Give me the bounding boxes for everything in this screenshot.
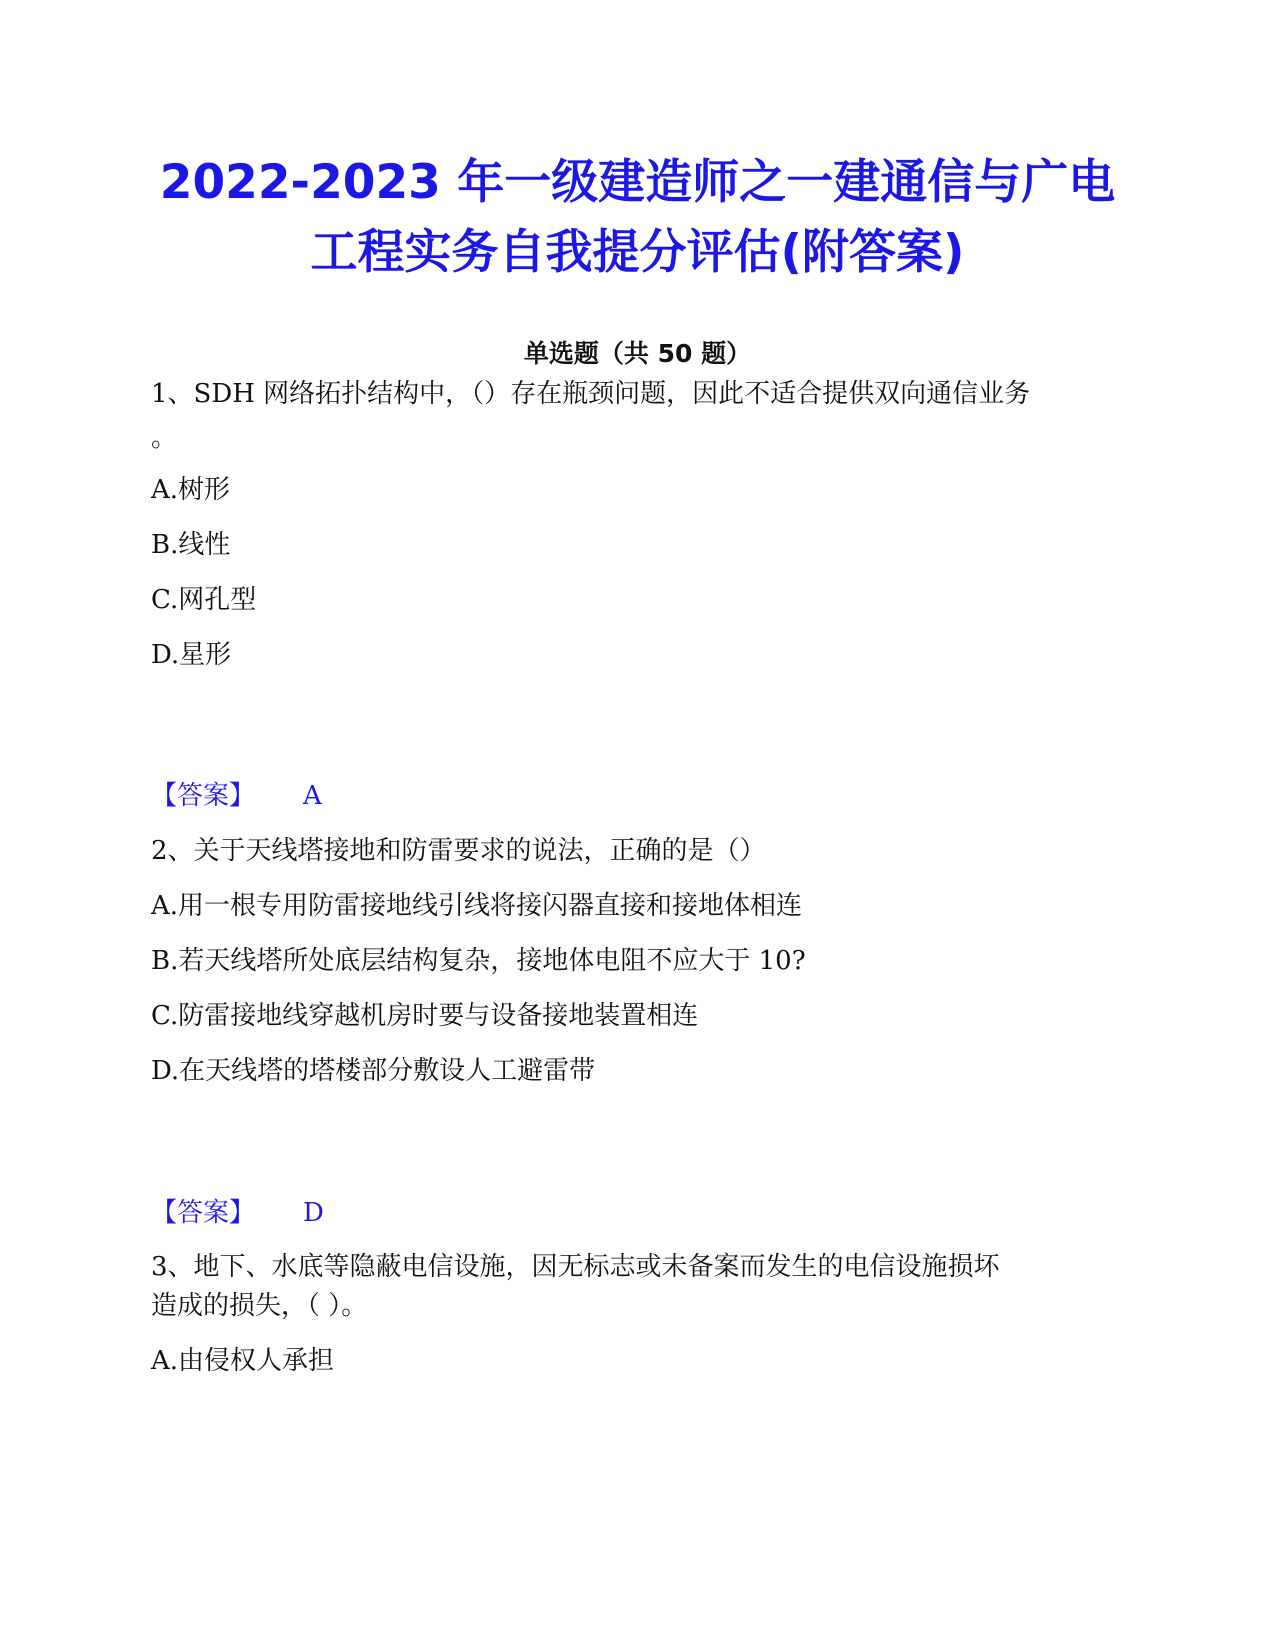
- question-2-stem-line-1: 2、关于天线塔接地和防雷要求的说法，正确的是（）: [151, 836, 766, 866]
- answer-label: 【答案】: [151, 781, 256, 811]
- question-2-option-a: A.用一根专用防雷接地线引线将接闪器直接和接地体相连: [151, 891, 803, 921]
- section-heading: 单选题（共 50 题）: [523, 339, 752, 368]
- question-3-stem-line-1: 3、地下、水底等隐蔽电信设施，因无标志或未备案而发生的电信设施损坏: [151, 1252, 1000, 1282]
- document-title: [100, 148, 1175, 288]
- question-1-option-c: C.网孔型: [151, 585, 257, 615]
- title-line-2: 工程实务自我提分评估(附答案): [310, 225, 965, 280]
- question-3-stem-line-2: 造成的损失，（ ）。: [151, 1291, 368, 1321]
- question-2-option-d: D.在天线塔的塔楼部分敷设人工避雷带: [151, 1056, 596, 1086]
- question-2-answer: [151, 1195, 324, 1231]
- answer-value: A: [303, 781, 322, 811]
- question-3-option-a: A.由侵权人承担: [151, 1346, 335, 1376]
- answer-label: 【答案】: [151, 1198, 256, 1228]
- question-1-option-b: B.线性: [151, 530, 231, 560]
- question-1-answer: [151, 778, 322, 814]
- question-1-option-d: D.星形: [151, 640, 232, 670]
- question-1-stem-line-2: 。: [151, 423, 178, 453]
- title-line-1: 2022-2023 年一级建造师之一建通信与广电: [159, 155, 1116, 210]
- question-2-option-b: B.若天线塔所处底层结构复杂，接地体电阻不应大于 10?: [151, 946, 806, 976]
- question-1-stem-line-1: 1、SDH 网络拓扑结构中，（）存在瓶颈问题，因此不适合提供双向通信业务: [151, 379, 1031, 409]
- question-2-option-c: C.防雷接地线穿越机房时要与设备接地装置相连: [151, 1001, 699, 1031]
- question-1-option-a: A.树形: [151, 475, 231, 505]
- answer-value: D: [303, 1198, 324, 1228]
